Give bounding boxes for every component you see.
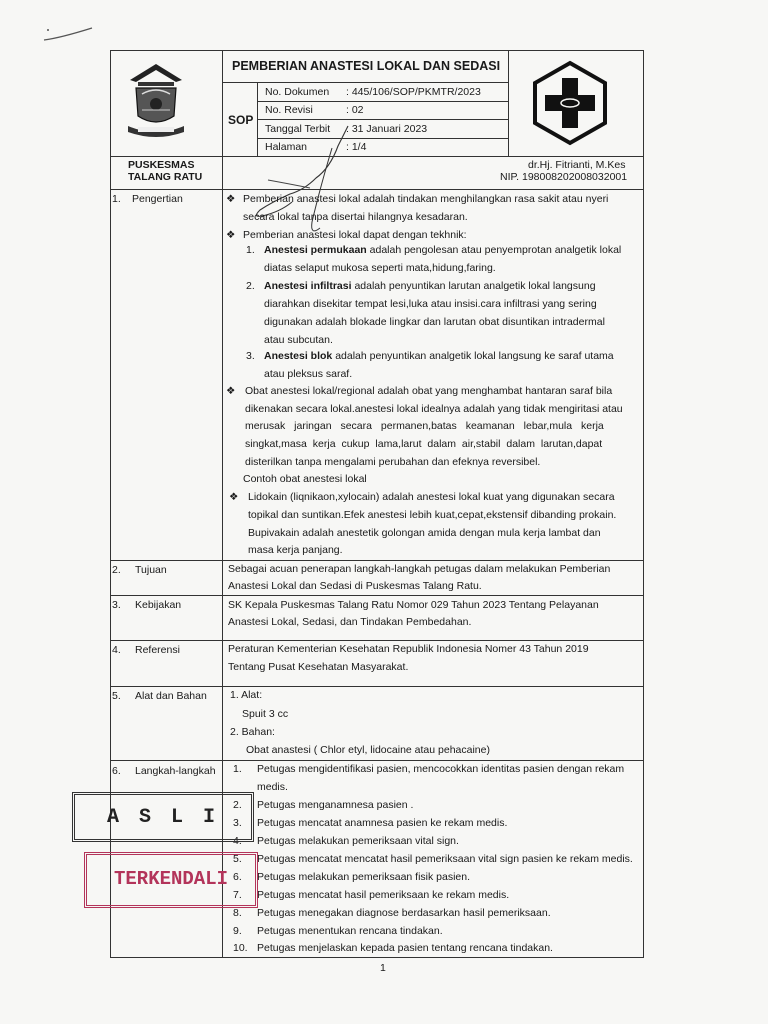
step-number: 9. bbox=[233, 925, 242, 937]
technique-1-term: Anestesi permukaan bbox=[264, 244, 367, 256]
section-3-number: 3. bbox=[112, 599, 121, 611]
section-4-label: Referensi bbox=[135, 644, 180, 656]
step-text-continuation: medis. bbox=[257, 781, 288, 793]
field-label-no-dokumen: No. Dokumen bbox=[265, 86, 330, 98]
bullet-icon: ❖ bbox=[226, 385, 236, 397]
pengertian-line: singkat,masa kerja cukup lama,larut dalam air,stabil dalam larutan,dapat bbox=[245, 438, 603, 450]
section-2-number: 2. bbox=[112, 564, 121, 576]
step-text: Petugas menentukan rencana tindakan. bbox=[257, 925, 443, 937]
pengertian-line: Contoh obat anestesi lokal bbox=[243, 473, 367, 485]
pengertian-line: atau subcutan. bbox=[264, 334, 333, 346]
technique-2 bbox=[264, 281, 596, 292]
pengertian-line: Bupivakain adalah anestetik golongan amida dengan mula kerja lambat dan bbox=[248, 527, 601, 539]
step-text: Petugas mencatat mencatat hasil pemeriksaan vital sign pasien ke rekam medis. bbox=[257, 853, 633, 865]
step-text: Petugas mencatat hasil pemeriksaan ke rekam medis. bbox=[257, 889, 510, 901]
alat-line: 2. Bahan: bbox=[230, 726, 275, 738]
corner-scribble bbox=[40, 22, 100, 46]
pengertian-line: topikal dan suntikan.Efek anestesi lebih kuat,cepat,ekstensif dibanding prokain. bbox=[248, 509, 617, 521]
field-label-no-revisi: No. Revisi bbox=[265, 104, 313, 116]
technique-3-desc: adalah penyuntikan analgetik lokal langsung ke saraf utama bbox=[332, 350, 614, 362]
pengertian-line: dikenakan secara lokal.anestesi lokal idealnya adalah yang tidak mengiritasi atau bbox=[245, 403, 623, 415]
step-number: 5. bbox=[233, 853, 242, 865]
step-number: 4. bbox=[233, 835, 242, 847]
step-number: 2. bbox=[233, 799, 242, 811]
step-number: 6. bbox=[233, 871, 242, 883]
signer-name: dr.Hj. Fitrianti, M.Kes bbox=[528, 159, 626, 171]
technique-3 bbox=[264, 351, 614, 362]
technique-1 bbox=[264, 245, 621, 256]
section-6-label: Langkah-langkah bbox=[135, 765, 216, 777]
technique-1-desc: adalah pengolesan atau penyemprotan analgetik lokal bbox=[366, 244, 622, 256]
bullet-icon: ❖ bbox=[226, 229, 236, 241]
section-6-number: 6. bbox=[112, 765, 121, 777]
terkendali-stamp-text: TERKENDALI bbox=[113, 868, 229, 890]
pengertian-line: merusak jaringan secara permanen,batas keamanan lebar,mula kerja bbox=[245, 420, 604, 432]
step-text: Petugas melakukan pemeriksaan vital sign. bbox=[257, 835, 459, 847]
pengertian-line: secara lokal tanpa disertai hilangnya kesadaran. bbox=[243, 211, 468, 223]
pengertian-line: Pemberian anastesi lokal dapat dengan tekhnik: bbox=[243, 229, 467, 241]
alat-line: 1. Alat: bbox=[230, 689, 263, 701]
step-number: 7. bbox=[233, 889, 242, 901]
list-number: 1. bbox=[246, 244, 255, 256]
regional-logo bbox=[124, 58, 188, 140]
pengertian-line: diatas selaput mukosa seperti mata,hidung,faring. bbox=[264, 262, 496, 274]
step-text: Petugas melakukan pemeriksaan fisik pasien. bbox=[257, 871, 471, 883]
referensi-line: Tentang Pusat Kesehatan Masyarakat. bbox=[228, 661, 409, 673]
step-number: 10. bbox=[233, 942, 248, 954]
step-text: Petugas mencatat anamnesa pasien ke rekam medis. bbox=[257, 817, 508, 829]
step-number: 3. bbox=[233, 817, 242, 829]
step-text: Petugas menegakan diagnose berdasarkan hasil pemeriksaan. bbox=[257, 907, 551, 919]
pengertian-line: Obat anestesi lokal/regional adalah obat yang menghambat hantaran saraf bila bbox=[245, 385, 613, 397]
technique-2-term: Anestesi infiltrasi bbox=[264, 280, 352, 292]
step-number: 8. bbox=[233, 907, 242, 919]
bullet-icon: ❖ bbox=[226, 193, 236, 205]
section-1-label: Pengertian bbox=[132, 193, 183, 205]
list-number: 2. bbox=[246, 280, 255, 292]
section-5-number: 5. bbox=[112, 690, 121, 702]
pengertian-line: diarahkan disekitar tempat lesi,luka atau insisi.cara infiltrasi yang sering bbox=[264, 298, 597, 310]
alat-line: Spuit 3 cc bbox=[242, 708, 289, 720]
field-value-halaman: : 1/4 bbox=[346, 141, 367, 153]
pengertian-line: disterilkan tanpa mengalami perubahan dan efeknya reversibel. bbox=[245, 456, 541, 468]
technique-2-desc: adalah penyuntikan larutan analgetik lokal langsung bbox=[351, 280, 596, 292]
page-number: 1 bbox=[380, 962, 386, 974]
section-3-label: Kebijakan bbox=[135, 599, 182, 611]
document-title: PEMBERIAN ANASTESI LOKAL DAN SEDASI bbox=[232, 59, 501, 73]
org-name-line2: TALANG RATU bbox=[128, 171, 203, 183]
bullet-icon: ❖ bbox=[229, 491, 239, 503]
pengertian-line: masa kerja panjang. bbox=[248, 544, 343, 556]
tujuan-line: Anastesi Lokal dan Sedasi di Puskesmas Talang Ratu. bbox=[228, 580, 482, 592]
tujuan-line: Sebagai acuan penerapan langkah-langkah petugas dalam melakukan Pemberian bbox=[228, 563, 611, 575]
alat-line: Obat anastesi ( Chlor etyl, lidocaine atau pehacaine) bbox=[246, 744, 490, 756]
org-name-line1: PUSKESMAS bbox=[128, 159, 195, 171]
kebijakan-line: Anastesi Lokal, Sedasi, dan Tindakan Pembedahan. bbox=[228, 616, 472, 628]
sop-label: SOP bbox=[228, 113, 254, 127]
field-value-tanggal-terbit: : 31 Januari 2023 bbox=[346, 123, 428, 135]
pengertian-line: Lidokain (liqnikaon,xylocain) adalah anestesi lokal kuat yang digunakan secara bbox=[248, 491, 615, 503]
step-number: 1. bbox=[233, 763, 242, 775]
field-label-halaman: Halaman bbox=[265, 141, 308, 153]
step-text: Petugas menjelaskan kepada pasien tentang rencana tindakan. bbox=[257, 942, 553, 954]
field-value-no-revisi: : 02 bbox=[346, 104, 364, 116]
asli-stamp-text: A S L I bbox=[106, 806, 219, 829]
pengertian-line: digunakan adalah blokade lingkar dan larutan obat disuntikan intradermal bbox=[264, 316, 605, 328]
step-text: Petugas menganamnesa pasien . bbox=[257, 799, 414, 811]
puskesmas-logo bbox=[530, 60, 610, 146]
section-4-number: 4. bbox=[112, 644, 121, 656]
section-5-label: Alat dan Bahan bbox=[135, 690, 207, 702]
field-label-tanggal-terbit: Tanggal Terbit bbox=[265, 123, 331, 135]
technique-3-term: Anestesi blok bbox=[264, 350, 333, 362]
pengertian-line: Pemberian anastesi lokal adalah tindakan menghilangkan rasa sakit atau nyeri bbox=[243, 193, 609, 205]
field-value-no-dokumen: : 445/106/SOP/PKMTR/2023 bbox=[346, 86, 481, 98]
section-2-label: Tujuan bbox=[135, 564, 167, 576]
list-number: 3. bbox=[246, 350, 255, 362]
pengertian-line: atau pleksus saraf. bbox=[264, 368, 353, 380]
step-text: Petugas mengidentifikasi pasien, mencocokkan identitas pasien dengan rekam bbox=[257, 763, 625, 775]
kebijakan-line: SK Kepala Puskesmas Talang Ratu Nomor 029 Tahun 2023 Tentang Pelayanan bbox=[228, 599, 599, 611]
asli-stamp bbox=[72, 792, 254, 842]
signer-nip: NIP. 198008202008032001 bbox=[500, 171, 628, 183]
referensi-line: Peraturan Kementerian Kesehatan Republik Indonesia Nomer 43 Tahun 2019 bbox=[228, 643, 589, 655]
section-1-number: 1. bbox=[112, 193, 121, 205]
terkendali-stamp bbox=[84, 852, 258, 908]
